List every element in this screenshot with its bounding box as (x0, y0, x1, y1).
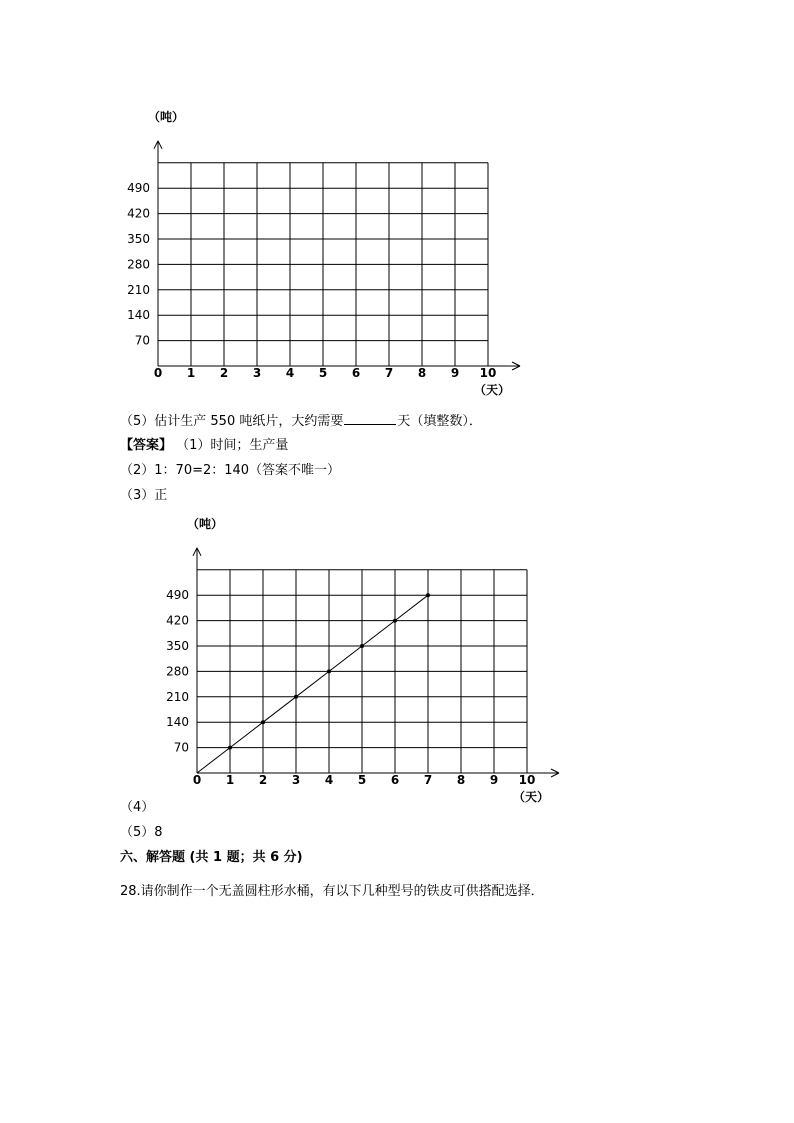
y-axis-label: （吨） (187, 516, 224, 531)
answer-2: （2）1：70=2：140（答案不唯一） (120, 463, 341, 478)
x-tick-label: 5 (318, 366, 328, 380)
x-tick-label: 3 (291, 773, 301, 787)
x-tick-label: 8 (456, 773, 466, 787)
answer-4: （4） (120, 800, 155, 815)
x-axis-label: （天） (513, 790, 550, 804)
series-line (197, 595, 428, 773)
x-tick-label: 6 (390, 773, 400, 787)
x-tick-label: 9 (450, 366, 460, 380)
x-tick-label: 0 (192, 773, 202, 787)
x-tick-label: 2 (258, 773, 268, 787)
question-5-suffix: 天（填整数）． (397, 414, 482, 429)
data-point (393, 619, 397, 623)
x-tick-label: 4 (285, 366, 295, 380)
y-tick-label: 280 (166, 664, 189, 679)
y-tick-label: 210 (127, 282, 150, 297)
x-tick-label: 10 (479, 366, 497, 380)
x-tick-label: 7 (423, 773, 433, 787)
y-tick-label: 350 (166, 639, 189, 653)
data-point (228, 746, 232, 750)
answer-1: （1）时间；生产量 (176, 438, 289, 453)
question-5-text: （5）估计生产 550 吨纸片，大约需要 (120, 414, 344, 429)
y-tick-label: 140 (127, 308, 150, 323)
y-tick-label: 70 (134, 333, 150, 348)
x-tick-label: 3 (252, 366, 262, 380)
x-tick-label: 0 (153, 366, 163, 380)
data-point (360, 644, 364, 648)
y-tick-label: 140 (166, 715, 189, 730)
answer-label: 【答案】 (120, 438, 173, 453)
data-point (426, 593, 430, 597)
question-28: 28.请你制作一个无盖圆柱形水桶，有以下几种型号的铁皮可供搭配选择． (120, 884, 544, 899)
question-5 (120, 412, 482, 431)
y-axis-label: （吨） (148, 109, 185, 124)
section-6-title: 六、解答题 (共 1 题；共 6 分) (120, 850, 303, 865)
y-tick-label: 280 (127, 257, 150, 272)
y-tick-label: 420 (127, 206, 150, 221)
answer-5: （5）8 (120, 825, 163, 840)
answer-3: （3）正 (120, 488, 168, 503)
x-tick-label: 5 (357, 773, 367, 787)
x-tick-label: 1 (186, 366, 196, 380)
y-tick-label: 490 (127, 181, 150, 196)
y-tick-label: 420 (166, 613, 189, 628)
x-tick-label: 9 (489, 773, 499, 787)
y-tick-label: 210 (166, 689, 189, 704)
x-tick-label: 2 (219, 366, 229, 380)
x-tick-label: 6 (351, 366, 361, 380)
answer-blank[interactable] (344, 412, 396, 425)
y-tick-label: 70 (173, 740, 189, 755)
data-point (294, 695, 298, 699)
y-tick-label: 490 (166, 588, 189, 603)
answer-line-1 (120, 437, 288, 455)
x-tick-label: 8 (417, 366, 427, 380)
x-tick-label: 1 (225, 773, 235, 787)
x-tick-label: 7 (384, 366, 394, 380)
x-tick-label: 10 (518, 773, 536, 787)
x-tick-label: 4 (324, 773, 334, 787)
y-tick-label: 350 (127, 232, 150, 246)
x-axis-label: （天） (474, 383, 511, 397)
data-point (327, 669, 331, 673)
data-point (261, 720, 265, 724)
